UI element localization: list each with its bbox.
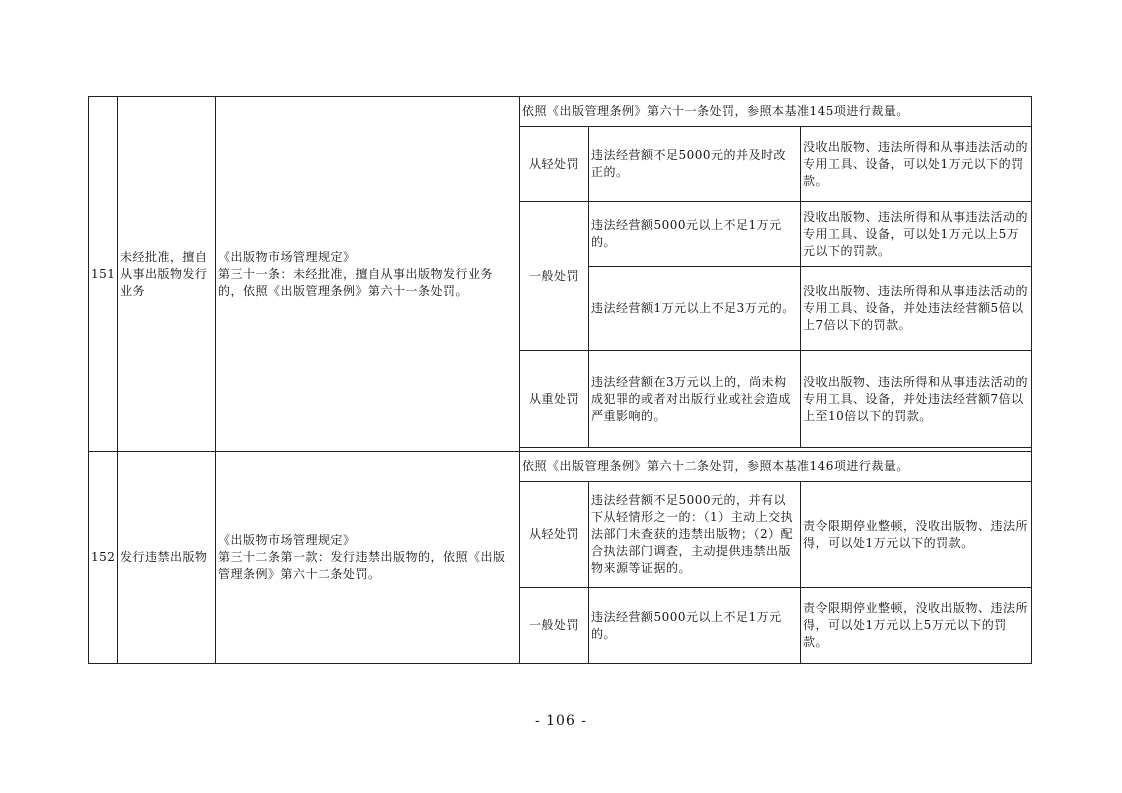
- violation-behavior: 发行违禁出版物: [118, 452, 216, 664]
- item-number: 152: [89, 452, 118, 664]
- penalty-grade: 从重处罚: [520, 351, 589, 448]
- circumstance: 违法经营额1万元以上不足3万元的。: [589, 267, 801, 351]
- circumstance: 违法经营额5000元以上不足1万元的。: [589, 588, 801, 664]
- page-number: - 106 -: [534, 713, 588, 729]
- circumstance: 违法经营额不足5000元的并及时改正的。: [589, 127, 801, 202]
- penalty-measure: 没收出版物、违法所得和从事违法活动的专用工具、设备，并处违法经营额7倍以上至10倍以下的罚款。: [801, 351, 1032, 448]
- circumstance: 违法经营额5000元以上不足1万元的。: [589, 202, 801, 267]
- circumstance: 违法经营额不足5000元的，并有以下从轻情形之一的：（1）主动上交执法部门未查获的违禁出版物；（2）配合执法部门调查，主动提供违禁出版物来源等证据的。: [589, 482, 801, 588]
- basis-text: 第三十一条：未经批准，擅自从事出版物发行业务的，依照《出版管理条例》第六十一条处罚。: [218, 266, 494, 298]
- violation-behavior: 未经批准，擅自从事出版物发行业务: [118, 97, 216, 452]
- table-row: [89, 97, 1032, 127]
- circumstance: 违法经营额在3万元以上的，尚未构成犯罪的或者对出版行业或社会造成严重影响的。: [589, 351, 801, 448]
- penalty-measure: 没收出版物、违法所得和从事违法活动的专用工具、设备，可以处1万元以上5万元以下的罚款。: [801, 202, 1032, 267]
- penalty-grade: 一般处罚: [520, 588, 589, 664]
- legal-basis: [216, 97, 520, 452]
- basis-text: 第三十二条第一款：发行违禁出版物的，依照《出版管理条例》第六十二条处罚。: [218, 550, 506, 581]
- penalty-measure: 责令限期停业整顿，没收出版物、违法所得，可以处1万元以上5万元以下的罚款。: [801, 588, 1032, 664]
- penalty-standards-table: [88, 96, 1032, 664]
- item-number: 151: [89, 97, 118, 452]
- penalty-measure: 责令限期停业整顿，没收出版物、违法所得，可以处1万元以下的罚款。: [801, 482, 1032, 588]
- penalty-grade: 从轻处罚: [520, 482, 589, 588]
- basis-title: 《出版物市场管理规定》: [218, 249, 356, 264]
- legal-basis: [216, 452, 520, 664]
- penalty-measure: 没收出版物、违法所得和从事违法活动的专用工具、设备，并处违法经营额5倍以上7倍以下的罚款。: [801, 267, 1032, 351]
- reference-note: 依照《出版管理条例》第六十二条处罚，参照本基准146项进行裁量。: [520, 452, 1032, 482]
- basis-title: 《出版物市场管理规定》: [218, 533, 356, 547]
- penalty-grade: 从轻处罚: [520, 127, 589, 202]
- penalty-grade: 一般处罚: [520, 202, 589, 351]
- table-row: [89, 452, 1032, 482]
- reference-note: 依照《出版管理条例》第六十一条处罚，参照本基准145项进行裁量。: [520, 97, 1032, 127]
- penalty-measure: 没收出版物、违法所得和从事违法活动的专用工具、设备，可以处1万元以下的罚款。: [801, 127, 1032, 202]
